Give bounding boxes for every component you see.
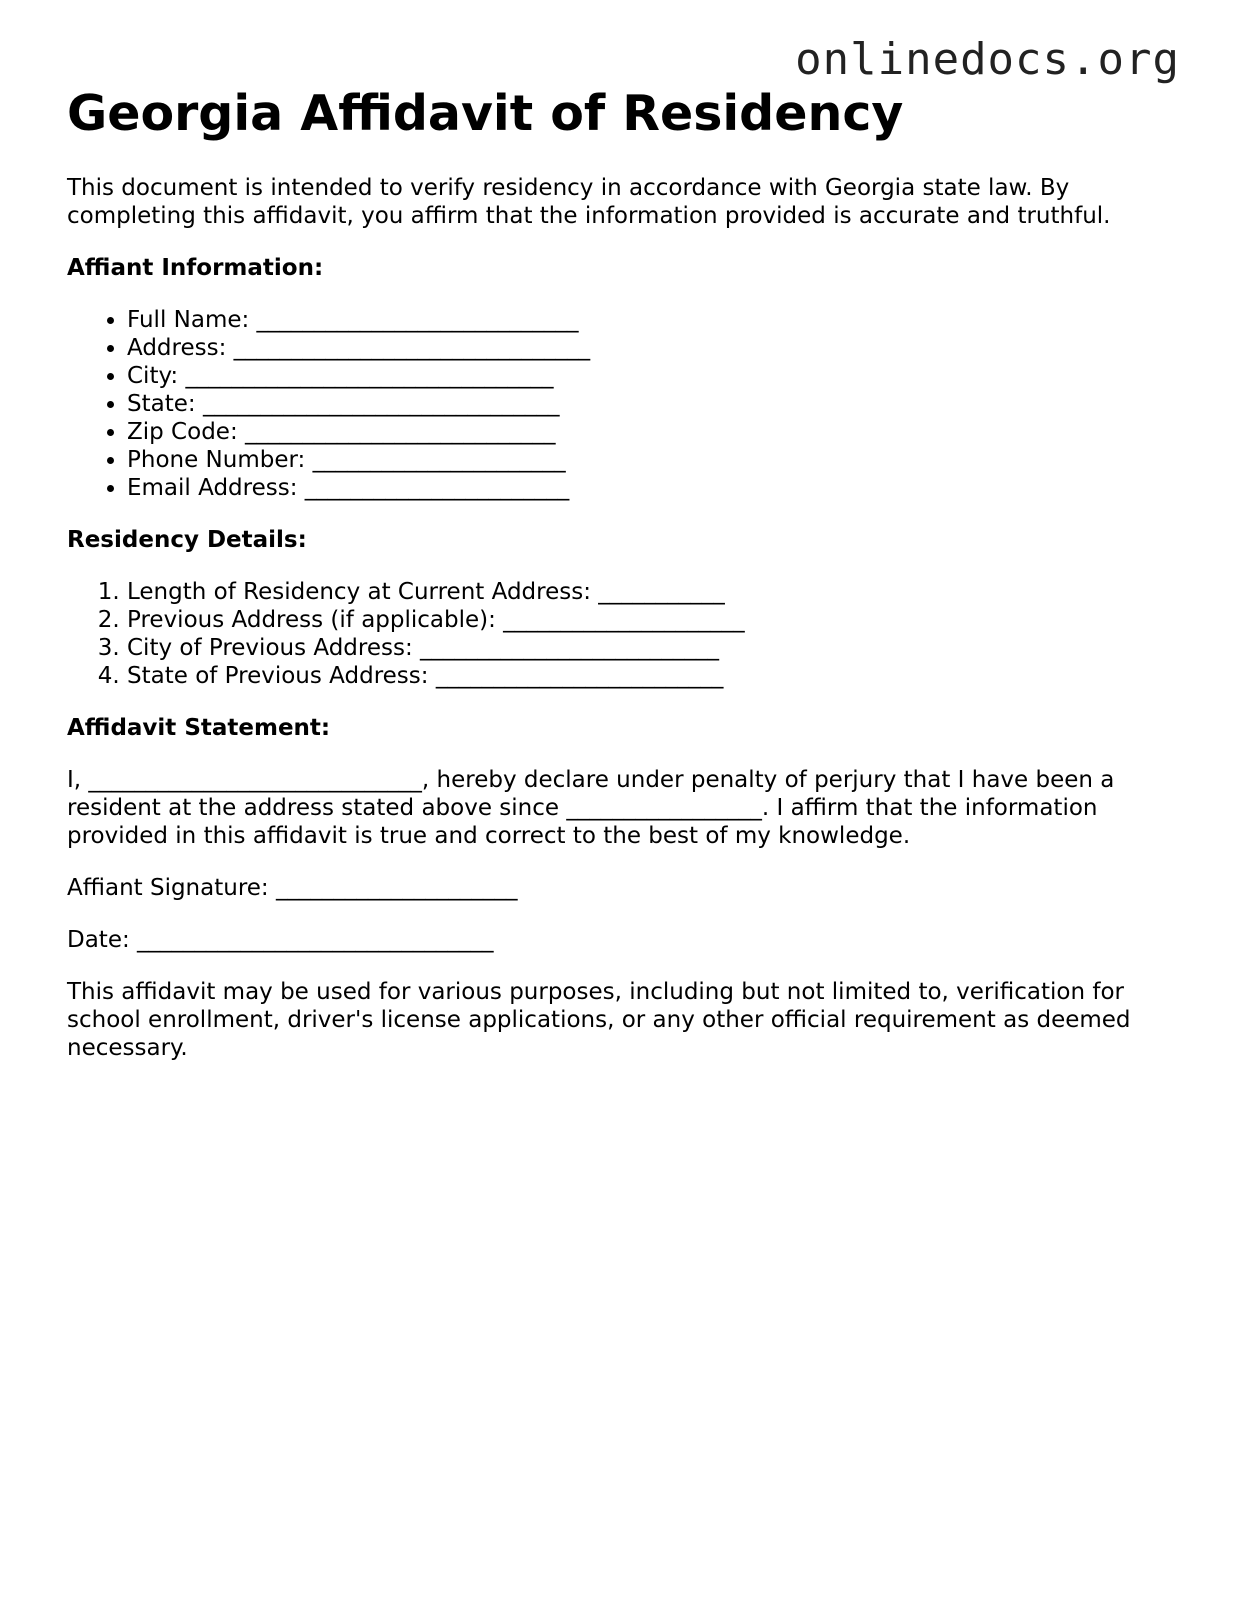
affiant-email-address-field: • Email Address: _______________________ xyxy=(127,474,1177,502)
residency-details-heading: Residency Details: xyxy=(67,527,307,553)
affidavit-statement-heading: Affidavit Statement: xyxy=(67,715,331,741)
residency-details-list xyxy=(67,578,1177,690)
affiant-zip-code-field: • Zip Code: ___________________________ xyxy=(127,418,1177,446)
affiant-phone-number-field: • Phone Number: ______________________ xyxy=(127,446,1177,474)
affidavit-statement-text: I, _____________________________, hereby declare under penalty of perjury that I have been a resident at the address stated above since _________________. I affirm that the information provided in this affidavit is true and correct to the best of my knowledge. xyxy=(67,767,1115,849)
watermark: onlinedocs.org xyxy=(795,34,1180,85)
document-page xyxy=(67,84,1177,1062)
previous-address-field: 2. Previous Address (if applicable): _____________________ xyxy=(127,606,1177,634)
affiant-information-list xyxy=(67,306,1177,502)
closing-paragraph: This affidavit may be used for various purposes, including but not limited to, verification for school enrollment, driver's license applications, or any other official requirement as deemed necessary. xyxy=(67,979,1131,1061)
affiant-address-field: • Address: _______________________________ xyxy=(127,334,1177,362)
date-line: Date: _______________________________ xyxy=(67,927,494,953)
affiant-information-heading: Affiant Information: xyxy=(67,255,324,281)
affiant-signature-line: Affiant Signature: _____________________ xyxy=(67,875,518,901)
affiant-full-name-field: • Full Name: ____________________________ xyxy=(127,306,1177,334)
previous-state-field: 4. State of Previous Address: _________________________ xyxy=(127,662,1177,690)
document-title: Georgia Affidavit of Residency xyxy=(67,85,904,142)
intro-paragraph: This document is intended to verify residency in accordance with Georgia state law. By completing this affidavit, you affirm that the information provided is accurate and truthful. xyxy=(67,175,1111,229)
length-of-residency-field: 1. Length of Residency at Current Address: ___________ xyxy=(127,578,1177,606)
affiant-city-field: • City: ________________________________ xyxy=(127,362,1177,390)
affiant-state-field: • State: _______________________________ xyxy=(127,390,1177,418)
previous-city-field: 3. City of Previous Address: __________________________ xyxy=(127,634,1177,662)
